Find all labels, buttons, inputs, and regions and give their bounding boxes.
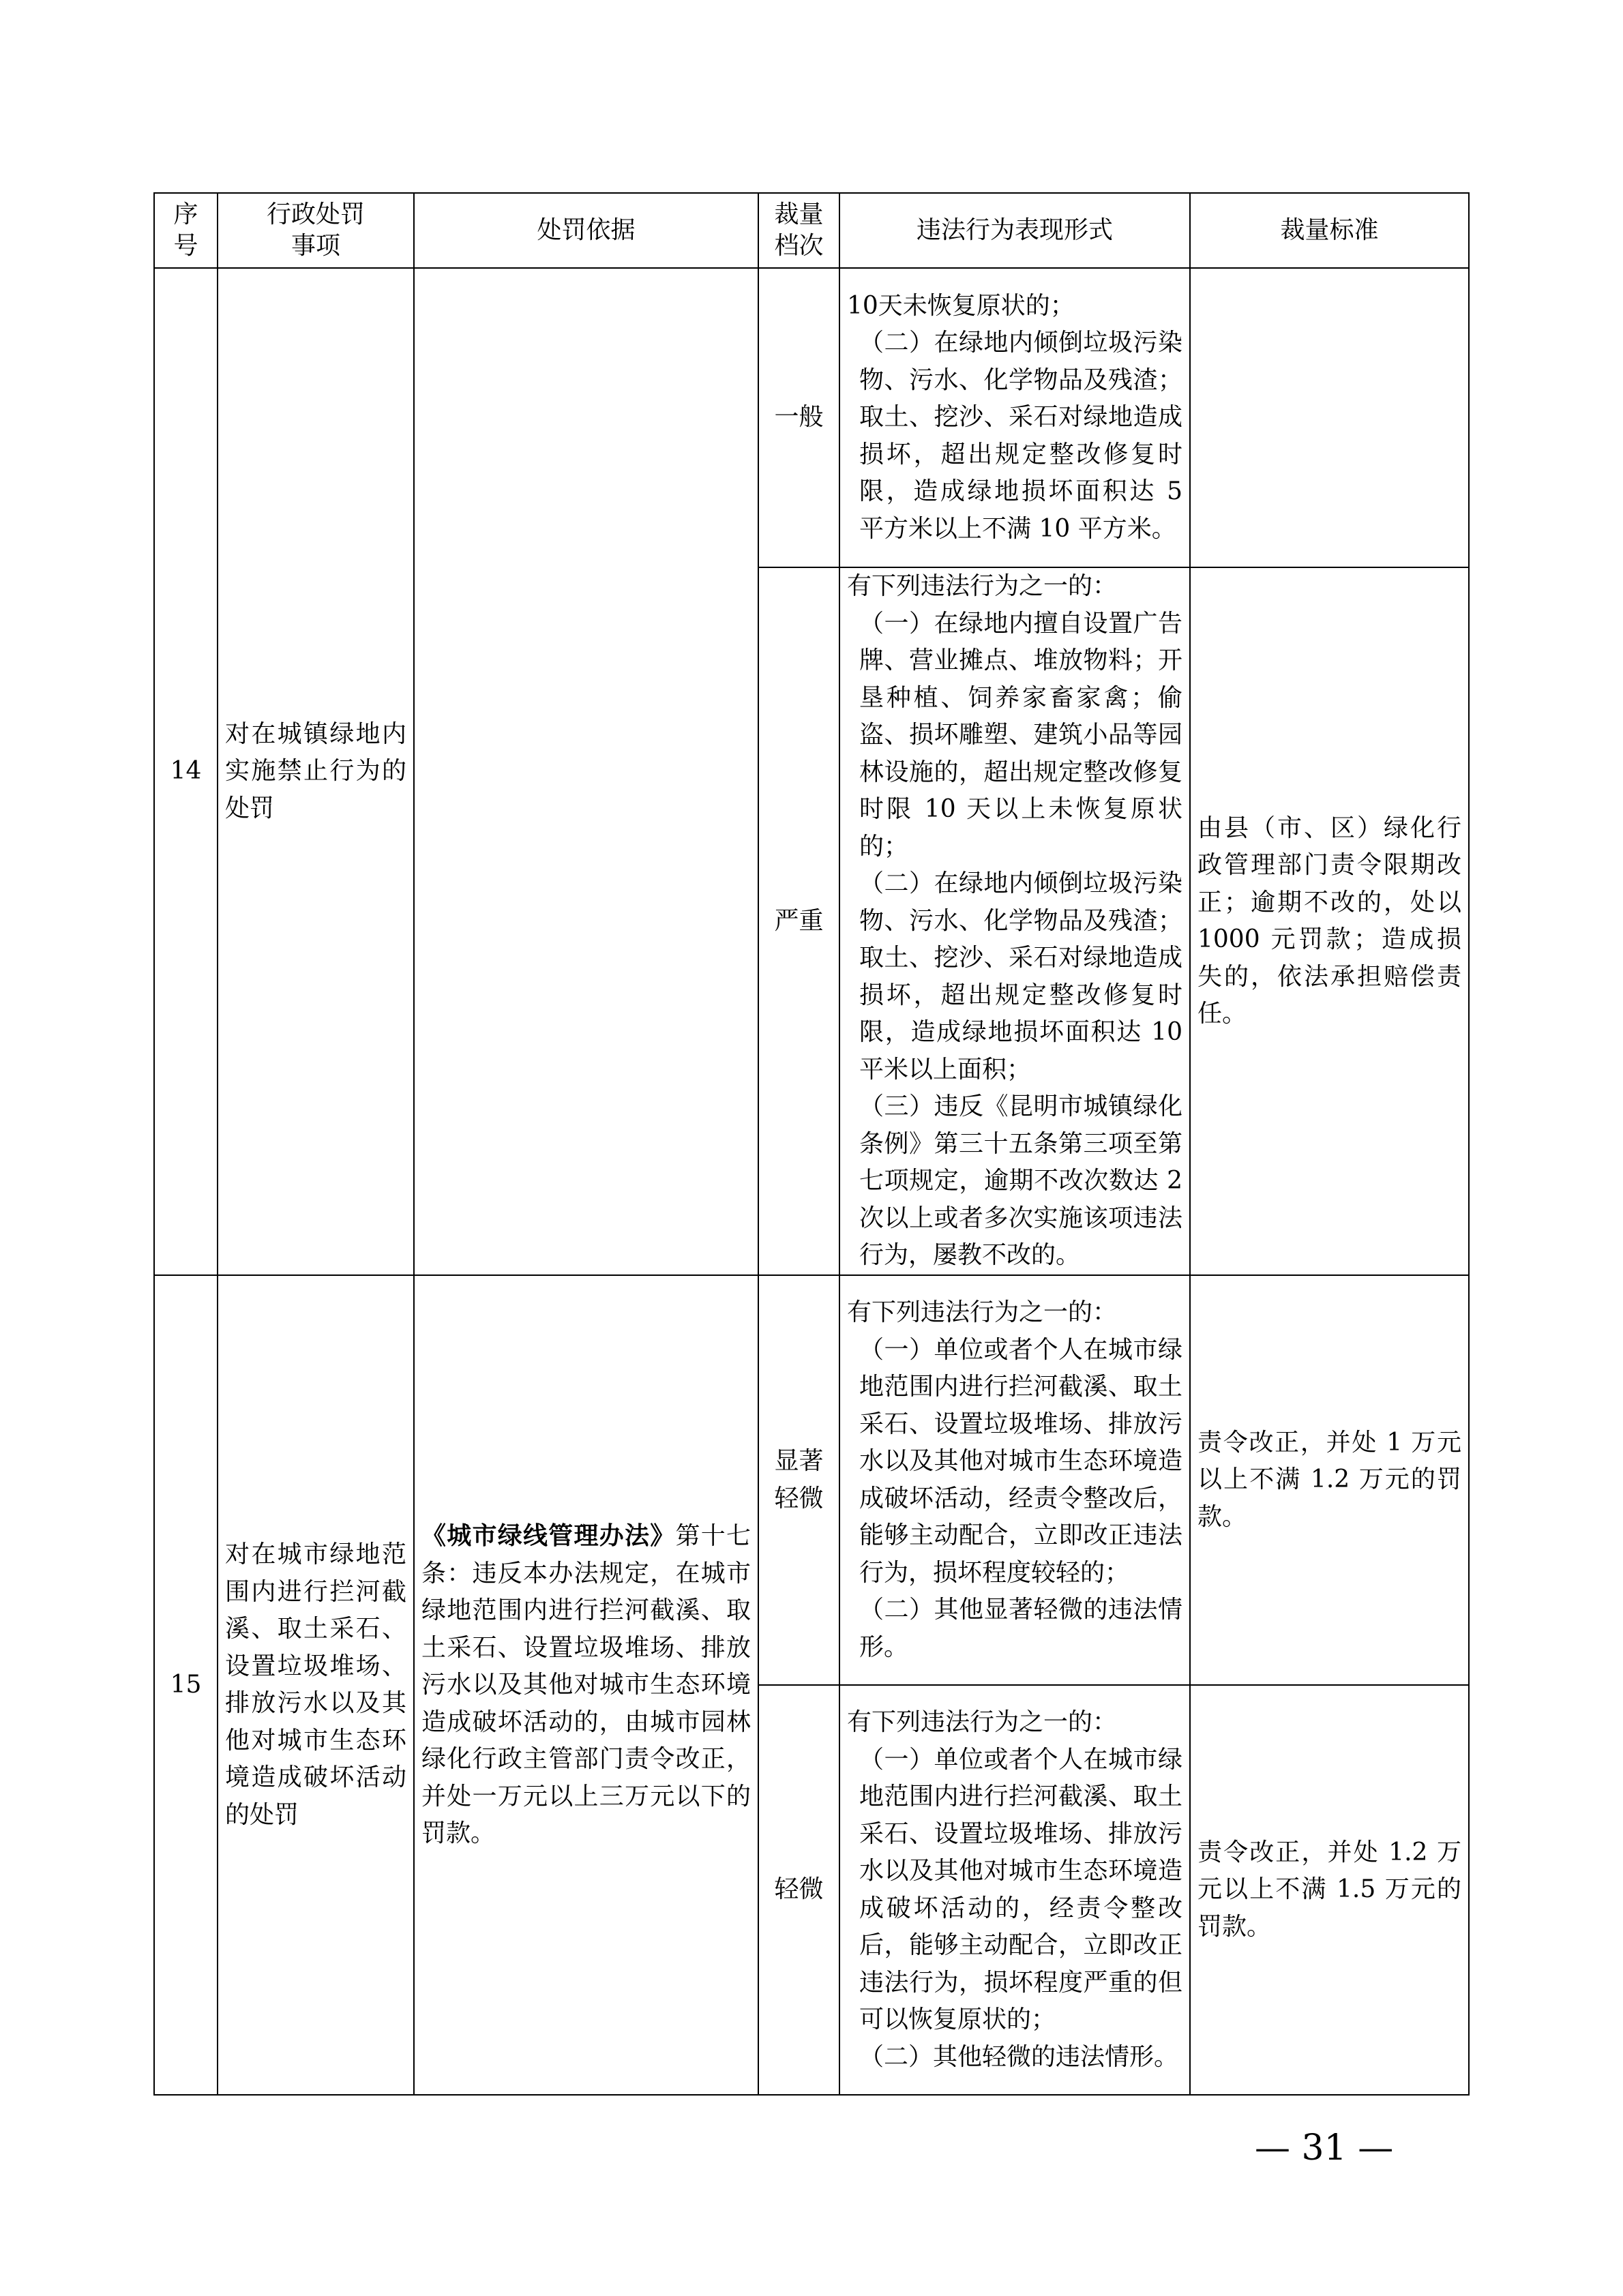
table-header-row — [154, 193, 1469, 268]
row15-minor-line-3: （二）其他轻微的违法情形。 — [859, 2042, 1179, 2071]
row15-minor-significant-description — [839, 1275, 1190, 1685]
header-level: 裁量 档次 — [758, 193, 839, 268]
table-row-14-general — [154, 268, 1469, 567]
row15-minor-line-1: 有下列违法行为之一的： — [847, 1708, 1118, 1736]
header-index: 序号 — [154, 193, 218, 268]
row15-minor-standard: 责令改正，并处 1.2 万元以上不满 1.5 万元的罚款。 — [1190, 1685, 1469, 2095]
row14-general-line-1: 10天未恢复原状的； — [847, 291, 1075, 320]
row14-serious-level: 严重 — [758, 567, 839, 1275]
row15-minor-level: 轻微 — [758, 1685, 839, 2095]
row14-serious-line-4: （三）违反《昆明市城镇绿化条例》第三十五条第三项至第七项规定，逾期不改次数达 2 次以上或者多次实施该项违法行为，屡教不改的。 — [859, 1092, 1191, 1270]
row14-general-line-2: （二）在绿地内倾倒垃圾污染物、污水、化学物品及残渣；取土、挖沙、采石对绿地造成损坏，超出规定整改修复时限，造成绿地损坏面积达 5 平方米以上不满 10 平方米。 — [859, 329, 1191, 543]
row14-serious-line-1: 有下列违法行为之一的： — [847, 572, 1118, 601]
row14-serious-line-2: （一）在绿地内擅自设置广告牌、营业摊点、堆放物料；开垦种植、饲养家畜家禽；偷盗、损坏雕塑、建筑小品等园林设施的，超出规定整改修复时限 10 天以上未恢复原状的； — [859, 609, 1182, 861]
penalty-discretion-table — [153, 192, 1470, 2096]
row15-basis-law-title: 《城市绿线管理办法》 — [421, 1521, 676, 1551]
row15-index: 15 — [154, 1275, 218, 2095]
row15-minor-significant-standard: 责令改正，并处 1 万元以上不满 1.2 万元的罚款。 — [1190, 1275, 1469, 1685]
row15-minor-sig-line-3: （二）其他显著轻微的违法情形。 — [859, 1596, 1182, 1661]
row15-minor-line-2: （一）单位或者个人在城市绿地范围内进行拦河截溪、取土采石、设置垃圾堆场、排放污水以及其他对城市生态环境造成破坏活动的，经责令整改后，能够主动配合，立即改正违法行为，损坏程度严重的但可以恢复原状的； — [859, 1745, 1182, 2033]
row14-basis — [414, 268, 758, 1275]
row14-serious-description — [839, 567, 1190, 1275]
row14-index: 14 — [154, 268, 218, 1275]
row15-item: 对在城市绿地范围内进行拦河截溪、取土采石、设置垃圾堆场、排放污水以及其他对城市生态环境造成破坏活动的处罚 — [218, 1275, 414, 2095]
row14-general-level: 一般 — [758, 268, 839, 567]
row15-basis-text: 第十七条：违反本办法规定，在城市绿地范围内进行拦河截溪、取土采石、设置垃圾堆场、排放污水以及其他对城市生态环境造成破坏活动的，由城市园林绿化行政主管部门责令改正，并处一万元以上三万元以下的罚款。 — [421, 1522, 751, 1848]
page-number: — 31 — — [1255, 2128, 1394, 2168]
row15-minor-description — [839, 1685, 1190, 2095]
row14-serious-line-3: （二）在绿地内倾倒垃圾污染物、污水、化学物品及残渣；取土、挖沙、采石对绿地造成损坏，超出规定整改修复时限，造成绿地损坏面积达 10 平米以上面积； — [859, 869, 1191, 1084]
row14-item: 对在城镇绿地内实施禁止行为的处罚 — [218, 268, 414, 1275]
header-behavior: 违法行为表现形式 — [839, 193, 1190, 268]
row14-general-description — [839, 268, 1190, 567]
row14-general-standard — [1190, 268, 1469, 567]
row14-serious-standard: 由县（市、区）绿化行政管理部门责令限期改正；逾期不改的，处以 1000 元罚款；造成损失的，依法承担赔偿责任。 — [1190, 567, 1469, 1275]
row15-minor-sig-line-1: 有下列违法行为之一的： — [847, 1298, 1118, 1326]
table-row-15-minor-significant — [154, 1275, 1469, 1685]
header-item: 行政处罚 事项 — [218, 193, 414, 268]
header-standard: 裁量标准 — [1190, 193, 1469, 268]
row15-minor-significant-level: 显著 轻微 — [758, 1275, 839, 1685]
row15-basis — [414, 1275, 758, 2095]
header-basis: 处罚依据 — [414, 193, 758, 268]
row15-minor-sig-line-2: （一）单位或者个人在城市绿地范围内进行拦河截溪、取土采石、设置垃圾堆场、排放污水以及其他对城市生态环境造成破坏活动，经责令整改后，能够主动配合，立即改正违法行为，损坏程度较轻的； — [859, 1335, 1182, 1587]
